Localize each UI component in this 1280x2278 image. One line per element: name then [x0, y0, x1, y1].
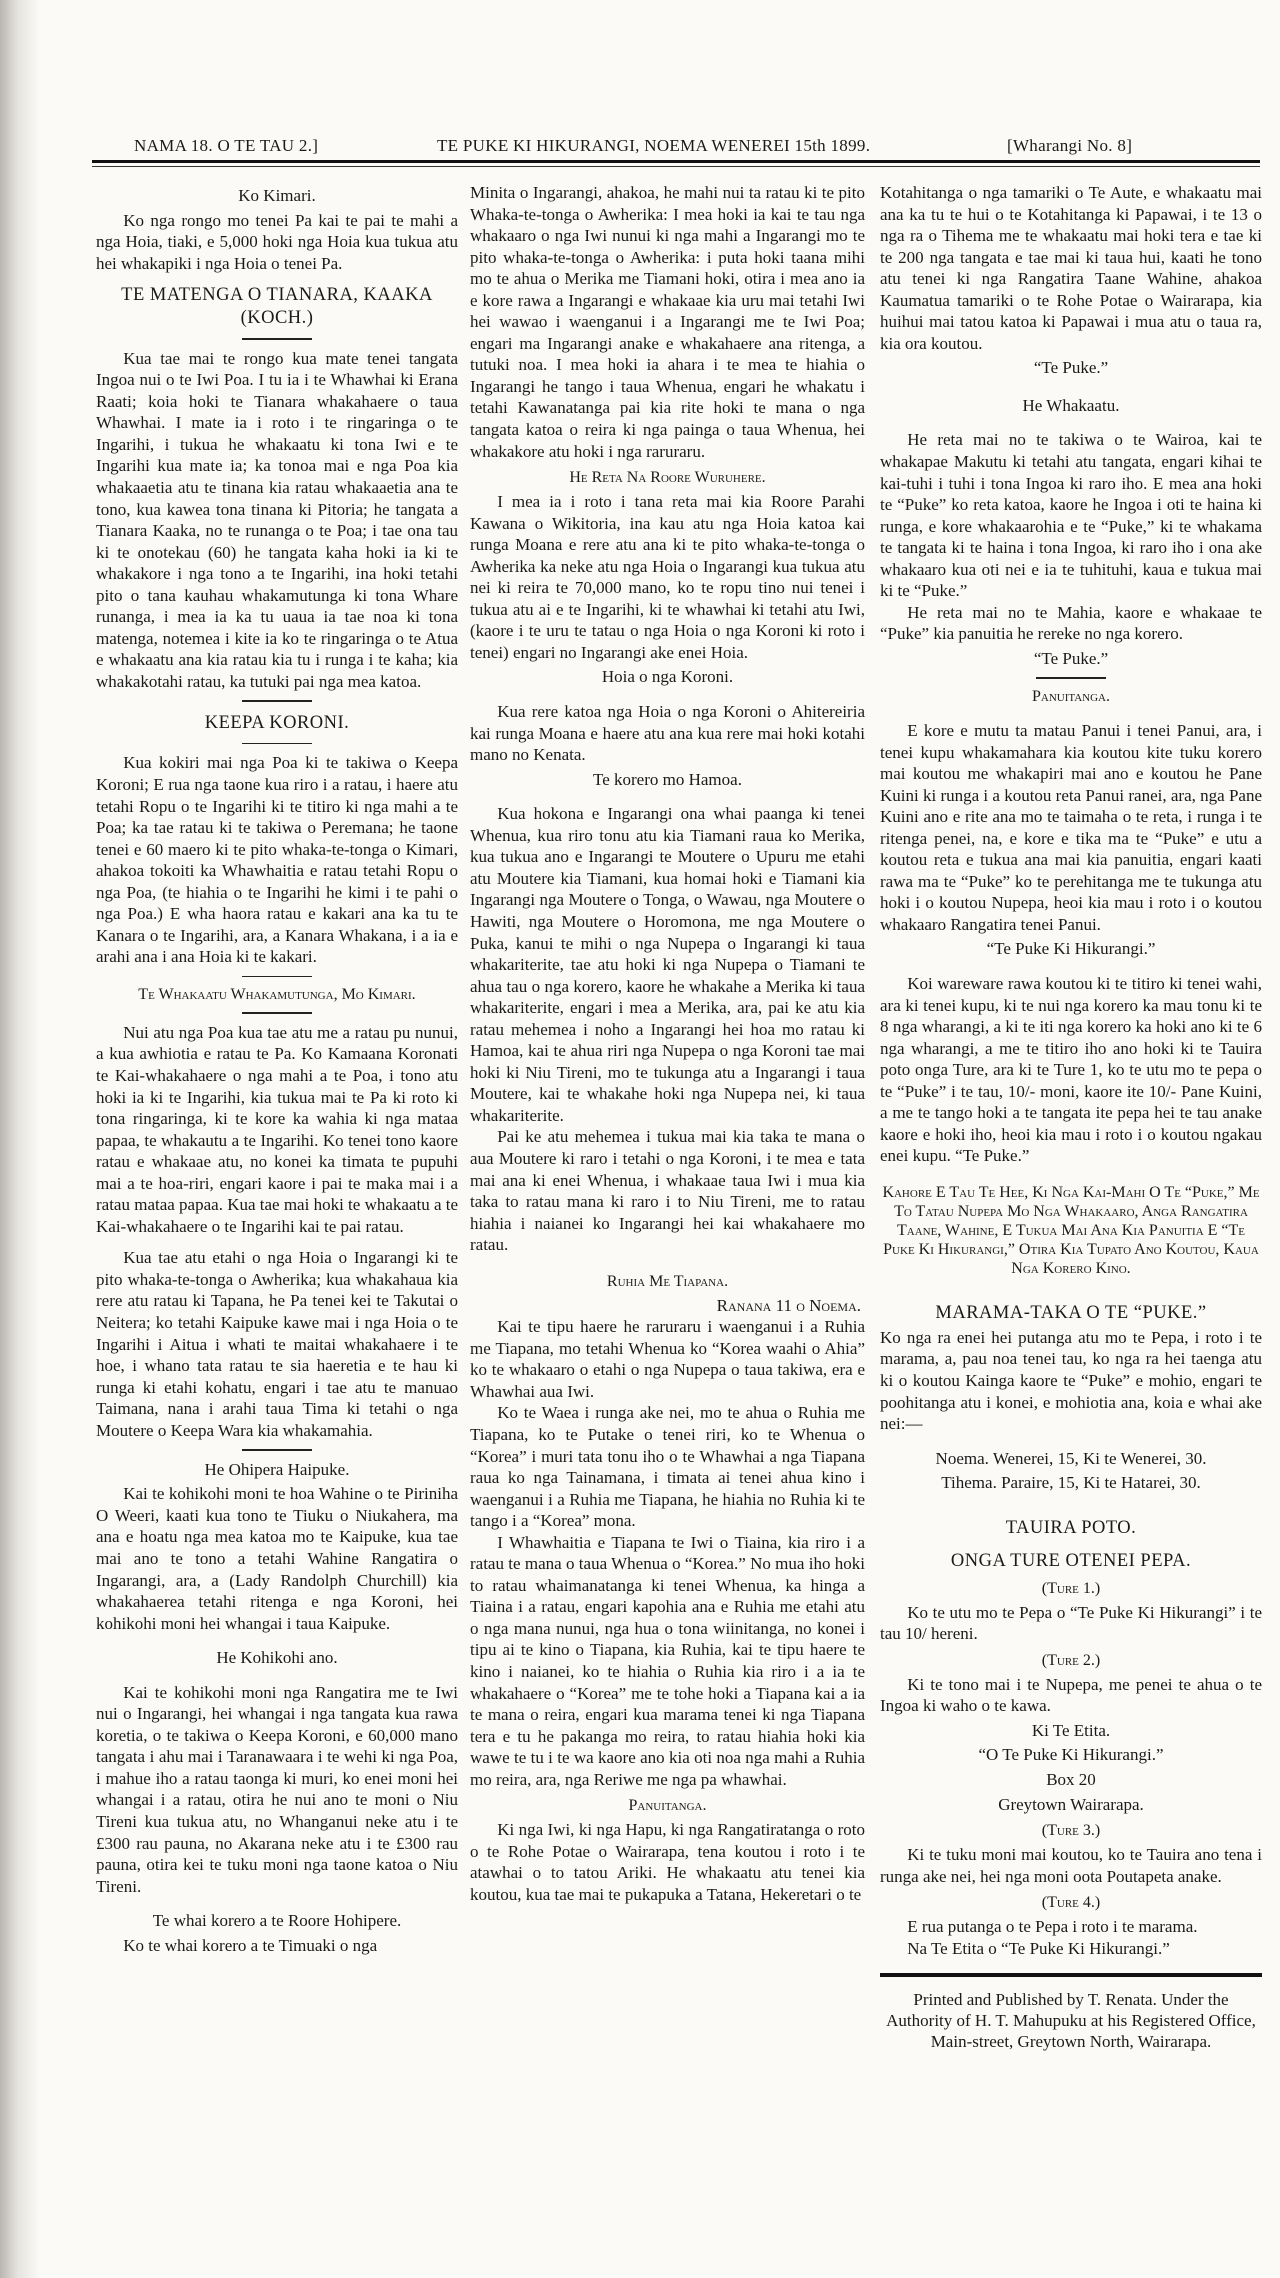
column-2	[470, 182, 865, 1905]
article-paragraph: Kua rere katoa nga Hoia o nga Koroni o Ahitereiria kai runga Moana e haere atu ana kua rere mai hoki kotahi mano no Kenata.	[470, 702, 865, 765]
column-3	[880, 182, 1262, 2052]
spacer	[470, 793, 865, 803]
spacer	[880, 1282, 1262, 1292]
article-paragraph: Ko te Waea i runga ake nei, mo te ahua o Ruhia me Tiapana, ko te Putake o tenei riri, ko te Whenua o “Korea” i muri tata tonu iho o te Whawhai a nga Tiapana raua ko nga Tainamana, i timata ai tenei ahua kino i waenganui i a Ruhia me Tiapana, he hiahia no Ruhia ki te tango i a “Korea” mona.	[470, 1403, 865, 1531]
centered-line: Ko Kimari.	[238, 186, 316, 205]
centered-line: Noema. Wenerei, 15, Ki te Wenerei, 30.	[935, 1448, 1207, 1468]
centered-line: Te korero mo Hamoa.	[593, 769, 742, 789]
divider-rule	[242, 743, 312, 745]
masthead-rule	[92, 160, 1260, 163]
spacer	[880, 963, 1262, 973]
section-subheading: (Ture 1.)	[1041, 1579, 1101, 1597]
article-paragraph: E kore e mutu ta matau Panui i tenei Panui, ara, i tenei kupu whakamahara kia koutou kite tuku korero mai koutou me whakapiri mai ano e koutou he Pane Kuini ki runga i a koutou reta Panui ranei, ara, nga Pane Kuini ano e rite ana mo te taimaha o te reta, i runga i te ritenga penei, na, e kore e tika ma te “Puke” e utu a koutou reta e tukua ana mai kia panuitia, engari kaati rawa ma te “Puke” ko te perehitanga me te tukunga atu hoki i o koutou Nupepa, heoi kia mau i roto i o koutou whakaaro Rangatira tenei Panui.	[880, 720, 1262, 934]
spacer	[880, 419, 1262, 429]
section-subheading: He Reta Na Roore Wuruhere.	[569, 469, 766, 487]
article-paragraph: Kua tae atu etahi o nga Hoia o Ingarangi ki te pito whaka-te-tonga o Awherika; kua whakahaua kia rere atu ratau ki Tapana, he Pa tenei kei te Takutai o Neitera; ko tetahi Kaipuke kawe mai i nga Hoia o te Ingarihi i Aitua i whati te maitai whakahaere i te hoe, i whano tata ratau te sia haeretia e te hau ki runga ki etahi kohatu, engari i tae atu te manuao Taimana, nana i arahi taua Tima ki tetahi o nga Moutere o Keepa Wara kia whakamahia.	[96, 1248, 458, 1440]
centered-line: Box 20	[1046, 1770, 1096, 1790]
imprint: Printed and Published by T. Renata. Under the Authority of H. T. Mahupuku at his Registered Office, Main-street, Greytown North, Wairarapa.	[886, 1990, 1256, 2052]
spacer	[96, 1672, 458, 1682]
article-paragraph: Kai te kohikohi moni te hoa Wahine o te Piriniha O Weeri, kaati kua tono te Tiuku o Niukahera, ma ana e hoatu nga mea katoa mo te Kaipuke, kua tae mai ano te tono a tetahi Wahine Rangatira o Ingarangi, ara, a (Lady Randolph Churchill) kia whakahaerea tetahi ritenga e nga Koroni, hei kohikohi moni hei whangai i taua Kaipuke.	[96, 1484, 458, 1633]
centered-line: “Te Puke.”	[1033, 648, 1109, 668]
divider-thick-rule	[880, 1973, 1262, 1977]
article-paragraph: I Whawhaitia e Tiapana te Iwi o Tiaina, kia riro i a ratau te mana o taua Whenua o “Korea.” No mua iho hoki to ratau whaimanatanga ki tenei Whenua, ka hinga a Tiaina i a ratau, engari kapohia ana e Ruhia me etahi atu o nga mana nunui, nga hua o tona wiinitanga, no konei i tipu ai te kino o Tiapana, kia Ruhia, kai te tipu haere te kino i naianei, ko te hiahia o Ruhia kia riro i a ia te whakahaere o “Korea” me te tohe hoki a Tiapana kai a ia te mana o reira, engari kua marama tenei ki nga Tiapana tera e tu he pakanga mo reira, to ratau hiahia hoki kia wawe te tu i te wa kaore ano kia oti noa nga mahi a Ruhia mo reira, ara, nga Reriwe me nga pa whawhai.	[470, 1532, 865, 1789]
section-subheading: Panuitanga.	[628, 1797, 707, 1815]
section-subheading: (Ture 3.)	[1041, 1822, 1101, 1840]
divider-rule	[242, 1449, 312, 1451]
spacer	[470, 1256, 865, 1266]
centered-line: He Kohikohi ano.	[216, 1648, 338, 1668]
spacer	[96, 1897, 458, 1907]
section-subheading: Panuitanga.	[1031, 687, 1110, 705]
centered-line: “O Te Puke Ki Hikurangi.”	[978, 1745, 1164, 1765]
section-subheading: Kahore E Tau Te Hee, Ki Nga Kai-Mahi O Te “Puke,” Me To Tatau Nupepa Mo Nga Whakaaro, Anga Rangatira Taane, Wahine, E Tukua Mai Ana Kia Panuitia E “Te Puke Ki Hikurangi,” Otira Kia Tupato Ano Koutou, Kaua Nga Korero Kino.	[882, 1183, 1260, 1277]
section-subheading: Ruhia Me Tiapana.	[606, 1272, 729, 1290]
divider-rule	[242, 338, 312, 340]
divider-rule	[242, 976, 312, 978]
article-paragraph: I mea ia i roto i tana reta mai kia Roore Parahi Kawana o Wikitoria, ina kau atu nga Hoia katoa kai runga Moana e rere atu ana ki te pito whaka-te-tonga o Awherika ka neke atu nga Hoia o Ingarangi kua tukua atu nei ki reira te 70,000 mano, ko te ropu tino nui tenei i tukua atu ai e te Ingarihi, ki te whawhai ki tetahi atu Iwi, (kaore i te uru te tatau o nga Hoia o nga Koroni ki roto i tenei) engari no Ingarangi ake enei Hoia.	[470, 492, 865, 662]
article-heading: TE MATENGA O TIANARA, KAAKA (KOCH.)	[121, 285, 433, 329]
page-binding-shadow	[0, 0, 40, 2278]
article-paragraph: Koi wareware rawa koutou ki te titiro ki tenei wahi, ara ki tenei kupu, ki te nui nga korero ka mau tonu ki te 8 nga wharangi, a ki te iti nga korero ka hoki ano ki te 6 nga wharangi, a me te titiro iho ano hoki ki te Tauira poto onga Ture, ara ki te Ture 1, ko te utu mo te pepa o te “Puke” i te tau, 10/- moni, kaore ite 10/- Pane Kuini, a me te tango hoki a te tangata ite pepa hei te tau anake kaore e hoki iho, heoi kia mau i roto i o koutou ngakau enei kupu. “Te Puke.”	[880, 974, 1262, 1166]
spacer	[96, 1634, 458, 1644]
article-paragraph: Kai te tipu haere he raruraru i waenganui i a Ruhia me Tiapana, mo tetahi Whenua ko “Korea waahi o Ahia” ko te whakaaro o etahi o nga Nupepa o taua takiwa, era e Whawhai aua Iwi.	[470, 1317, 865, 1401]
centered-line: “Te Puke Ki Hikurangi.”	[986, 939, 1156, 959]
article-heading: KEEPA KORONI.	[204, 712, 350, 733]
divider-rule	[1036, 677, 1106, 679]
section-subheading: (Ture 4.)	[1041, 1894, 1101, 1912]
article-paragraph: Kua tae mai te rongo kua mate tenei tangata Ingoa nui o te Iwi Poa. I tu ia i te Whawhai ki Erana Raati; koia hoki te Tianara whakahaere o taua Whawhai. I mate ia i roto i te ringaringa o te Ingarihi, i tukua he whakaatu ki tona Iwi e te Ingarihi kua mate ia; ka tonoa mai e nga Poa kia whakaaetia atu te tinana kia ratau whakaaetia ana te tono, kua kawea tona tinana ki Pitoria; he tangata a Tianara Kaaka, no te runanga o te Poa; i tae ona tau ki te onotekau (60) he tangata kaha hoki ia ki te whakakore i nga tono a te Ingarihi, ina hoki tetahi pito o tana kauhau whakamutunga ki tona Whare runanga, i mea ia ka tu uaua ia tae noa ki tona matenga, notemea i kite ia ko te ringaringa o te Atua e whakaatu ana kia ratau kia tu i runga i te kaha; kia whakakotahi ratau, ka tutuki pai nga mea katoa.	[96, 348, 458, 691]
spacer	[470, 691, 865, 701]
spacer	[880, 382, 1262, 392]
article-paragraph: Ki nga Iwi, ki nga Hapu, ki nga Rangatiratanga o roto o te Rohe Potae o Wairarapa, tena koutou i roto i te atawhai o to tatou Ariki. He whakaatu atu tenei kia koutou, kua tae mai te pukapuka a Tatana, Hekeretari o te	[470, 1820, 865, 1904]
article-paragraph: Na Te Etita o “Te Puke Ki Hikurangi.”	[907, 1938, 1170, 1958]
spacer	[880, 1497, 1262, 1507]
newspaper-title-date: TE PUKE KI HIKURANGI, NOEMA WENEREI 15th 1899.	[437, 136, 871, 155]
centered-line: Ki Te Etita.	[1031, 1720, 1111, 1740]
article-paragraph: Kua kokiri mai nga Poa ki te takiwa o Keepa Koroni; E rua nga taone kua riro i a ratau, i haere atu tetahi Ropu o te Ingarihi ki te titiro ki nga mahi a te Poa; ka tae ratau ki te takiwa o Peremana; he taone tenei e 60 maero ki te pito whaka-te-tonga o Kimari, ahakoa tokoiti ka Whawhaitia e ratau tetahi Ropu o nga Poa, (te hiahia o te Ingarihi he kimi i te pahi o nga Poa.) E wha haora ratau e kakari ana ka tu te Kanara o te Ingarihi, ara, a Kanara Whakana, i a ia e arahi ana i ana Hoia ki te kakari.	[96, 753, 458, 967]
centered-line: Greytown Wairarapa.	[998, 1794, 1144, 1814]
divider-rule	[242, 700, 312, 702]
article-paragraph: Ko nga ra enei hei putanga atu mo te Pepa, i roto i te marama, a, pau noa tenei tau, ko nga ra hei taenga atu ki o koutou Kainga kaore te “Puke” e mohio, engari te poohitanga atu i konei, e mohiotia ana, koia e whai ake nei:—	[880, 1327, 1262, 1434]
page-number: [Wharangi No. 8]	[1007, 136, 1133, 155]
article-paragraph: Ki te tuku moni mai koutou, ko te Tauira ano tena i runga ake nei, hei nga moni oota Poutapeta anake.	[880, 1845, 1262, 1886]
article-paragraph: E rua putanga o te Pepa i roto i te marama.	[907, 1917, 1198, 1937]
article-paragraph: Kua hokona e Ingarangi ona whai paanga ki tenei Whenua, kua riro tonu atu kia Tiamani raua ko Merika, kua tukua ano e Ingarangi te Moutere o Upuru me etahi atu Moutere kia Tiamani, kua homai hoki e Tiamani kia Ingarangi nga Moutere o Tonga, o Wawau, nga Moutere o Hawiti, nga Moutere o Horomona, me nga Moutere o Puka, kanui te mihi o nga Nupepa o Ingarangi ki taua whakariterite, tae atu hoki ki nga Nupepa o Tiamani te ahua tau o nga korero, kaore he whakahe a Merika ki taua whakariterite, engari i mea a Merika, ara, pai ke atu kia ratau mehemea i noho a Ingarangi hei hoa mo ratau ki Hamoa, kai te ahua riri nga Nupepa o nga Koroni tae mai hoki ki Niu Tireni, mo te tukunga atu a Ingarangi i taua Moutere, kai te whakahe hoki nga Nupepa nei, ki taua whakariterite.	[470, 804, 865, 1125]
article-paragraph: He reta mai no te takiwa o te Wairoa, kai te whakapae Makutu ki tetahi atu tangata, engari kihai te kai-tuhi i tuhi i tona Ingoa ki raro iho. E mea ana hoki te “Puke” ko reta katoa, kaore he Ingoa i oti te haina ki runga, e kore whakaarohia e te “Puke,” ki te whakama te tangata ki te haina i tona Ingoa, ki raro iho i ona ake whakaaro kua oti nei e ia te tuhituhi, kaua e tukua mai ki te “Puke.”	[880, 430, 1262, 601]
masthead-rule-thin	[92, 166, 1260, 167]
centered-line: Te whai korero a te Roore Hohipere.	[152, 1911, 402, 1931]
spacer	[96, 1237, 458, 1247]
section-subheading: (Ture 2.)	[1041, 1651, 1101, 1669]
article-paragraph: Kotahitanga o nga tamariki o Te Aute, e whakaatu mai ana ka tu te hui o te Kotahitanga ki Papawai, i te 13 o nga ra o Tihema me te whakaatu mai hoki tera e tae ki te 200 nga tangata e tae mai ki taua hui, kaati he tono atu tenei ki nga Rangatira Taane Wahine, ahakoa Kaumatua tamariki o te Rohe Potae o Wairarapa, kia huihui mai tatou katoa ki Papawai i mua atu o taua ra, kia ora koutou.	[880, 183, 1262, 353]
masthead	[92, 130, 1260, 170]
article-paragraph: He reta mai no te Mahia, kaore e whakaae te “Puke” kia panuitia he rereke no nga korero.	[880, 602, 1262, 644]
dateline: Ranana 11 o Noema.	[716, 1295, 861, 1315]
article-paragraph: Kai te kohikohi moni nga Rangatira me te Iwi nui o Ingarangi, hei whangai i nga tangata kua rawa koretia, o te takiwa o Keepa Koroni, e 60,000 mano tangata i ahu mai i Taranawaara i te wehi ki nga Poa, i mahue iho a ratau taonga ki muri, ko enei moni hei whangai i a ratau, otira he nui ano te moni o Niu Tireni kua tukua atu, no Whanganui neke atu i te £300 rau pauna, no Akarana neke atu i te £300 rau pauna, otira kei te tuku moni nga taone katoa o Niu Tireni.	[96, 1682, 458, 1896]
centered-line: He Ohipera Haipuke.	[204, 1459, 350, 1479]
spacer	[880, 710, 1262, 720]
article-paragraph: Ko nga rongo mo tenei Pa kai te pai te mahi a nga Hoia, tiaki, e 5,000 hoki nga Hoia kua tukua atu hei whakapiki i nga Hoia o tenei Pa.	[96, 210, 458, 273]
article-paragraph: Nui atu nga Poa kua tae atu me a ratau pu nunui, a kua awhiotia e ratau te Pa. Ko Kamaana Koronati te Kai-whakahaere o nga mahi a te Poa, i tono atu hoki ia ki te Ingarihi, kia tukua mai te Pa ki roto ki tona ringaringa, ki te kore ka wahia ki nga mataa papaa, te whakautu a te Ingarihi. Ko tenei tono kaore ratau e whakaae atu, no konei ka timata te pupuhi mai a te hoa-riri, engari kaore i pai te maka mai i a ratau mataa papaa. Kua tae mai hoki te whakaatu a te Kai-whakahaere o te Ingarihi kai te pai ratau.	[96, 1022, 459, 1236]
issue-number: NAMA 18. O TE TAU 2.]	[134, 136, 319, 155]
article-paragraph: Ko te utu mo te Pepa o “Te Puke Ki Hikurangi” i te tau 10/ hereni.	[880, 1602, 1262, 1644]
article-paragraph: Ki te tono mai i te Nupepa, me penei te ahua o te Ingoa ki waho o te kawa.	[880, 1674, 1262, 1716]
article-paragraph: Ko te whai korero a te Timuaki o nga	[123, 1935, 378, 1955]
centered-line: “Te Puke.”	[1033, 358, 1109, 378]
article-paragraph: Minita o Ingarangi, ahakoa, he mahi nui ta ratau ki te pito Whaka-te-tonga o Awherika: I mea hoki ia kai te tau nga whakaaro o nga Iwi nunui ki nga mahi a Ingarangi mo te pito whaka-te-tonga o Awherika: i puta hoki taana mihi mo te ahua o Merika me Tiamani hoki, otira i mea ano ia e kore rawa a Ingarangi e whakaae kia uru mai tetahi Iwi hei wawao i waenganui i a Ingarangi me te Iwi Poa; engari ma Ingarangi anake e whakahaere ana ritenga, a tutuki noa. I mea hoki ia ahara i te mea te hiahia o Ingarangi he tango i taua Whenua, engari he whakatu i tetahi Kawanatanga pai kia rite hoki te mana o nga tangata katoa o reira ki nga painga o taua Whenua, hei whakakore atu hoki i nga raruraru.	[470, 183, 865, 461]
section-subheading: Te Whakaatu Whakamutunga, Mo Kimari.	[138, 986, 416, 1004]
article-paragraph: Pai ke atu mehemea i tukua mai kia taka te mana o aua Moutere ki raro i tetahi o nga Koroni, i te mea e tata mai ana ki enei Whenua, i whakaae taua Iwi i mua kia taka to ratau mana ki raro i to Niu Tireni, me to ratau hiahia i naianei ko Ingarangi hei kai whakahaere mo ratau.	[470, 1127, 865, 1255]
spacer	[880, 1167, 1262, 1177]
centered-line: Tihema. Paraire, 15, Ki te Hatarei, 30.	[941, 1473, 1201, 1493]
spacer	[880, 1435, 1262, 1445]
article-heading: ONGA TURE OTENEI PEPA.	[950, 1550, 1192, 1571]
article-heading: MARAMA-TAKA O TE “PUKE.”	[935, 1302, 1207, 1323]
centered-line: Hoia o nga Koroni.	[601, 667, 734, 687]
column-1	[96, 182, 458, 1956]
divider-rule	[242, 1012, 312, 1014]
article-heading: TAUIRA POTO.	[1005, 1517, 1137, 1538]
centered-line: He Whakaatu.	[1022, 395, 1120, 415]
